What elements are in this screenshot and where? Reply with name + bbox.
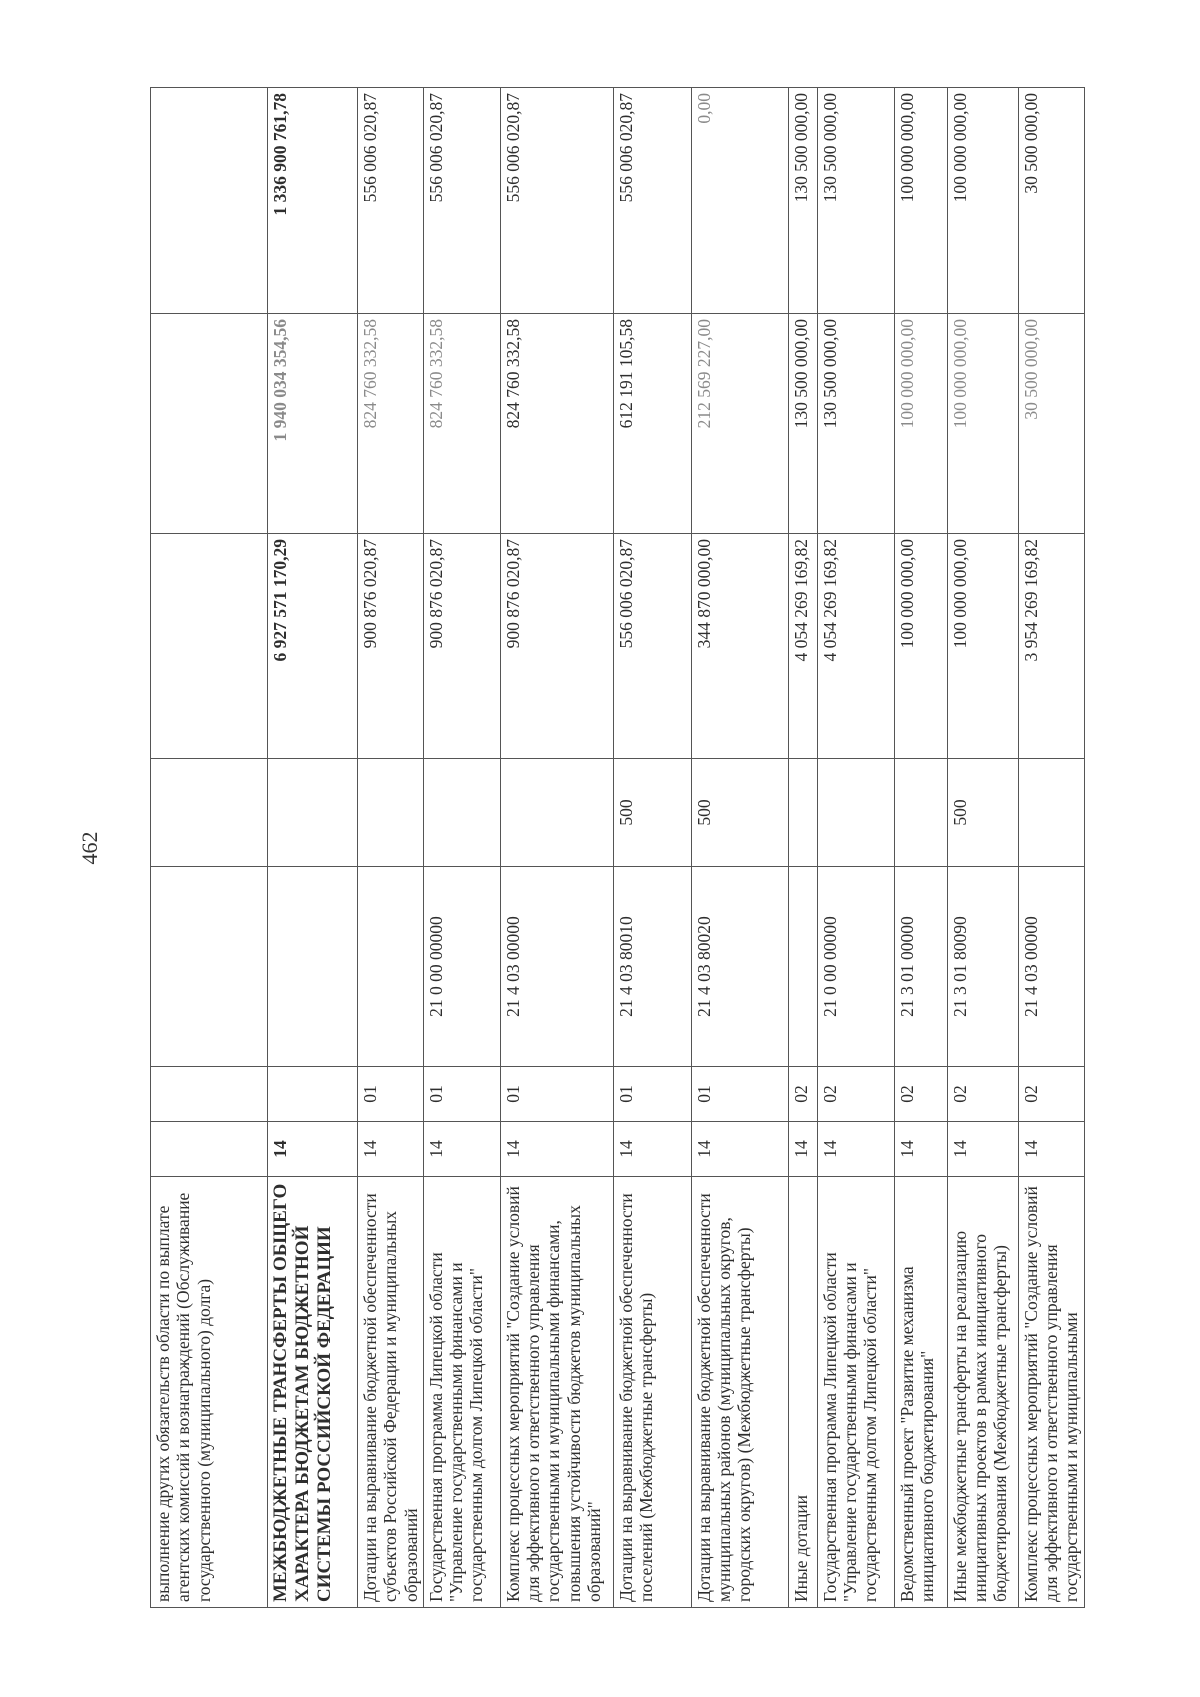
row-sum-2: 100 000 000,00 (947, 314, 1018, 534)
row-name: Иные дотации (788, 1177, 817, 1608)
row-name: МЕЖБЮДЖЕТНЫЕ ТРАНСФЕРТЫ ОБЩЕГО ХАРАКТЕРА БЮДЖЕТАМ БЮДЖЕТНОЙ СИСТЕМЫ РОССИЙСКОЙ ФЕДЕРАЦИИ (268, 1177, 358, 1608)
row-gr: 14 (788, 1122, 817, 1177)
row-sum-1: 344 870 000,00 (691, 534, 788, 759)
row-sum-1: 4 054 269 169,82 (817, 534, 894, 759)
row-vr (423, 759, 500, 867)
row-pr: 02 (817, 1067, 894, 1122)
row-csr: 21 3 01 80090 (947, 867, 1018, 1067)
row-sum-3: 1 336 900 761,78 (268, 88, 358, 314)
row-sum-3: 556 006 020,87 (423, 88, 500, 314)
row-sum-2: 130 500 000,00 (817, 314, 894, 534)
row-pr: 02 (894, 1067, 947, 1122)
row-gr: 14 (613, 1122, 691, 1177)
table-row (613, 88, 691, 1608)
row-sum-3: 130 500 000,00 (817, 88, 894, 314)
row-csr: 21 3 01 00000 (894, 867, 947, 1067)
row-sum-2: 824 760 332,58 (358, 314, 424, 534)
row-csr: 21 4 03 00000 (500, 867, 613, 1067)
row-vr (358, 759, 424, 867)
row-gr: 14 (894, 1122, 947, 1177)
table-row (1018, 88, 1084, 1608)
row-sum-2: 824 760 332,58 (500, 314, 613, 534)
row-csr: 21 4 03 80020 (691, 867, 788, 1067)
row-name: Ведомственный проект "Развитие механизма инициативного бюджетирования" (894, 1177, 947, 1608)
table-row (423, 88, 500, 1608)
row-sum-3 (151, 88, 268, 314)
row-sum-3: 556 006 020,87 (500, 88, 613, 314)
row-vr (1018, 759, 1084, 867)
row-name: Государственная программа Липецкой области "Управление государственными финансами и государственным долгом Липецкой области" (423, 1177, 500, 1608)
row-gr: 14 (500, 1122, 613, 1177)
row-sum-2: 100 000 000,00 (894, 314, 947, 534)
row-vr (817, 759, 894, 867)
row-sum-2: 612 191 105,58 (613, 314, 691, 534)
page-number: 462 (77, 831, 102, 865)
row-vr: 500 (947, 759, 1018, 867)
row-sum-1: 900 876 020,87 (500, 534, 613, 759)
row-sum-3: 556 006 020,87 (358, 88, 424, 314)
row-sum-2: 212 569 227,00 (691, 314, 788, 534)
row-csr: 21 4 03 00000 (1018, 867, 1084, 1067)
row-name: Дотации на выравнивание бюджетной обеспеченности субъектов Российской Федерации и муниципальных образований (358, 1177, 424, 1608)
row-pr: 01 (358, 1067, 424, 1122)
rotated-page (150, 88, 1082, 1608)
row-gr: 14 (947, 1122, 1018, 1177)
row-gr: 14 (817, 1122, 894, 1177)
row-name: выполнение других обязательств области по выплате агентских комиссий и вознаграждений (Обслуживание государственного (муниципального) долга) (151, 1177, 268, 1608)
row-sum-3: 556 006 020,87 (613, 88, 691, 314)
row-sum-1: 556 006 020,87 (613, 534, 691, 759)
row-gr: 14 (1018, 1122, 1084, 1177)
row-sum-2 (151, 314, 268, 534)
table-row (500, 88, 613, 1608)
row-csr (268, 867, 358, 1067)
row-vr: 500 (613, 759, 691, 867)
row-name: Иные межбюджетные трансферты на реализацию инициативных проектов в рамках инициативного бюджетирования (Межбюджетные трансферты) (947, 1177, 1018, 1608)
table-row (947, 88, 1018, 1608)
table-row (358, 88, 424, 1608)
row-csr (358, 867, 424, 1067)
row-pr (268, 1067, 358, 1122)
row-sum-1: 900 876 020,87 (423, 534, 500, 759)
row-pr: 01 (500, 1067, 613, 1122)
row-sum-3: 130 500 000,00 (788, 88, 817, 314)
row-sum-2: 824 760 332,58 (423, 314, 500, 534)
row-gr: 14 (423, 1122, 500, 1177)
row-gr: 14 (358, 1122, 424, 1177)
row-vr (894, 759, 947, 867)
row-gr: 14 (691, 1122, 788, 1177)
row-sum-1: 6 927 571 170,29 (268, 534, 358, 759)
row-sum-2: 30 500 000,00 (1018, 314, 1084, 534)
table-row (894, 88, 947, 1608)
row-sum-2: 130 500 000,00 (788, 314, 817, 534)
row-pr: 02 (788, 1067, 817, 1122)
row-sum-1: 100 000 000,00 (947, 534, 1018, 759)
row-pr: 01 (613, 1067, 691, 1122)
row-vr (151, 759, 268, 867)
table-row (151, 88, 268, 1608)
row-sum-1: 900 876 020,87 (358, 534, 424, 759)
row-sum-3: 30 500 000,00 (1018, 88, 1084, 314)
row-pr: 01 (423, 1067, 500, 1122)
table-row (817, 88, 894, 1608)
row-csr (151, 867, 268, 1067)
row-csr: 21 4 03 80010 (613, 867, 691, 1067)
row-sum-1: 4 054 269 169,82 (788, 534, 817, 759)
row-vr (788, 759, 817, 867)
row-sum-1: 3 954 269 169,82 (1018, 534, 1084, 759)
table-row (268, 88, 358, 1608)
row-pr: 02 (1018, 1067, 1084, 1122)
row-sum-1: 100 000 000,00 (894, 534, 947, 759)
table-row (788, 88, 817, 1608)
row-name: Дотации на выравнивание бюджетной обеспеченности муниципальных районов (муниципальных округов, городских округов) (Межбюджетные трансферты) (691, 1177, 788, 1608)
row-name: Дотации на выравнивание бюджетной обеспеченности поселений (Межбюджетные трансферты) (613, 1177, 691, 1608)
row-sum-2: 1 940 034 354,56 (268, 314, 358, 534)
row-sum-3: 100 000 000,00 (947, 88, 1018, 314)
budget-table (150, 87, 1085, 1608)
row-csr: 21 0 00 00000 (817, 867, 894, 1067)
row-vr (500, 759, 613, 867)
row-sum-3: 100 000 000,00 (894, 88, 947, 314)
row-vr: 500 (691, 759, 788, 867)
row-name: Государственная программа Липецкой области "Управление государственными финансами и государственным долгом Липецкой области" (817, 1177, 894, 1608)
table-row (691, 88, 788, 1608)
row-csr (788, 867, 817, 1067)
row-pr: 02 (947, 1067, 1018, 1122)
row-name: Комплекс процессных мероприятий "Создание условий для эффективного и ответственного управления государственными и муниципальными (1018, 1177, 1084, 1608)
row-gr (151, 1122, 268, 1177)
row-sum-3: 0,00 (691, 88, 788, 314)
row-sum-1 (151, 534, 268, 759)
row-pr (151, 1067, 268, 1122)
row-csr: 21 0 00 00000 (423, 867, 500, 1067)
row-vr (268, 759, 358, 867)
row-gr: 14 (268, 1122, 358, 1177)
row-name: Комплекс процессных мероприятий "Создание условий для эффективного и ответственного управления государственными и муниципальными финансами, повышения устойчивости бюджетов муниципальных образований" (500, 1177, 613, 1608)
row-pr: 01 (691, 1067, 788, 1122)
